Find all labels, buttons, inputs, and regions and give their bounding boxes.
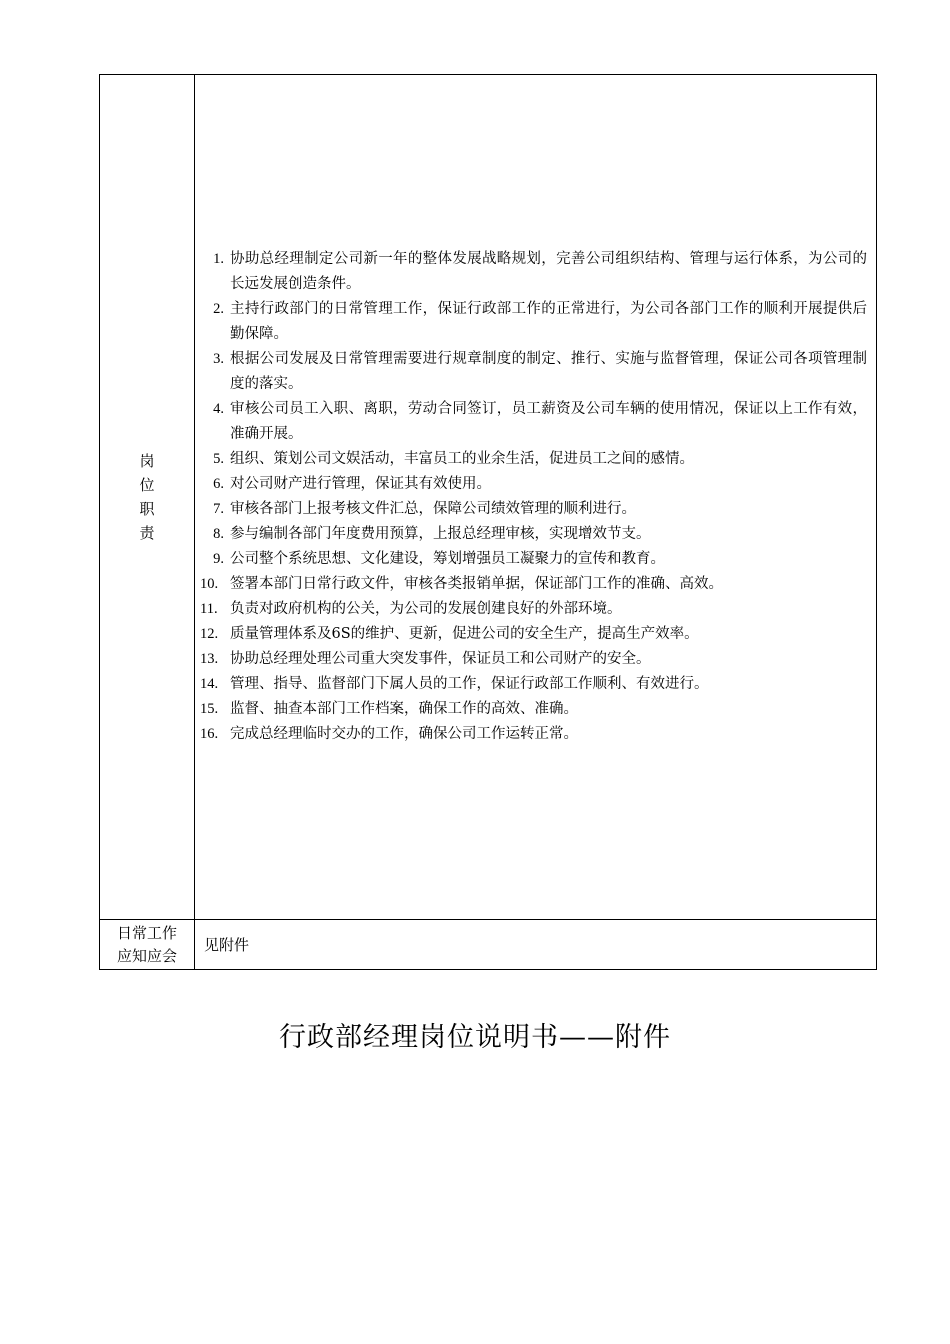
knowledge-label-line: 日常工作: [116, 923, 177, 942]
appendix-title: 行政部经理岗位说明书——附件: [279, 1022, 671, 1053]
duty-item: [200, 522, 867, 547]
duty-text: 对公司财产进行管理，保证其有效使用。: [230, 476, 491, 492]
duty-number: 11.: [200, 601, 218, 617]
duty-number: 4.: [213, 401, 224, 417]
knowledge-value-cell: 见附件: [195, 920, 877, 970]
duty-item: [200, 597, 867, 622]
duty-text: 审核各部门上报考核文件汇总，保障公司绩效管理的顺利进行。: [230, 501, 636, 517]
duty-item: [200, 547, 867, 572]
duties-label-cell: [100, 75, 195, 920]
duty-item: [200, 397, 867, 447]
duty-number: 8.: [213, 526, 224, 542]
duties-label-char: 岗: [139, 452, 155, 470]
duty-text: 管理、指导、监督部门下属人员的工作，保证行政部工作顺利、有效进行。: [230, 676, 709, 692]
duty-text: 协助总经理制定公司新一年的整体发展战略规划，完善公司组织结构、管理与运行体系，为公司的长远发展创造条件。: [230, 251, 867, 292]
duty-text: 协助总经理处理公司重大突发事件，保证员工和公司财产的安全。: [230, 651, 651, 667]
duty-item: [200, 447, 867, 472]
duty-item: [200, 497, 867, 522]
duties-label-char: 责: [139, 524, 155, 542]
duty-item: [200, 697, 867, 722]
duty-number: 2.: [213, 301, 224, 317]
duty-number: 7.: [213, 501, 224, 517]
duty-item: [200, 297, 867, 347]
knowledge-label-line: 应知应会: [116, 946, 177, 965]
duty-number: 5.: [213, 451, 224, 467]
knowledge-row: [100, 920, 877, 970]
duty-item: [200, 672, 867, 697]
duty-number: 3.: [213, 351, 224, 367]
duties-label-char: 位: [139, 476, 155, 494]
duty-text: 负责对政府机构的公关，为公司的发展创建良好的外部环境。: [230, 601, 622, 617]
duties-row: [100, 75, 877, 920]
duty-text: 根据公司发展及日常管理需要进行规章制度的制定、推行、实施与监督管理，保证公司各项管理制度的落实。: [230, 351, 867, 392]
duty-text: 主持行政部门的日常管理工作，保证行政部工作的正常进行，为公司各部门工作的顺利开展提供后勤保障。: [230, 301, 867, 342]
knowledge-label-cell: [100, 920, 195, 970]
duties-content-cell: [195, 75, 877, 920]
duty-number: 14.: [200, 676, 219, 692]
duty-text: 质量管理体系及6S的维护、更新，促进公司的安全生产，提高生产效率。: [230, 626, 699, 642]
duty-number: 15.: [200, 701, 219, 717]
duty-text: 监督、抽查本部门工作档案，确保工作的高效、准确。: [230, 701, 578, 717]
duty-item: [200, 622, 867, 647]
duty-text: 参与编制各部门年度费用预算，上报总经理审核，实现增效节支。: [230, 526, 651, 542]
duty-number: 10.: [200, 576, 219, 592]
duty-number: 1.: [213, 251, 224, 267]
duty-text: 公司整个系统思想、文化建设，筹划增强员工凝聚力的宣传和教育。: [230, 551, 665, 567]
duty-number: 9.: [213, 551, 224, 567]
duty-number: 6.: [213, 476, 224, 492]
duty-text: 完成总经理临时交办的工作，确保公司工作运转正常。: [230, 726, 578, 742]
duty-number: 16.: [200, 726, 219, 742]
duty-item: [200, 647, 867, 672]
duty-item: [200, 472, 867, 497]
duty-item: [200, 722, 867, 747]
duty-item: [200, 572, 867, 597]
duty-text: 审核公司员工入职、离职，劳动合同签订，员工薪资及公司车辆的使用情况，保证以上工作有效，准确开展。: [230, 401, 867, 442]
duties-list: [195, 247, 876, 747]
duty-number: 13.: [200, 651, 219, 667]
job-description-table: [99, 74, 877, 970]
duty-item: [200, 247, 867, 297]
duty-text: 签署本部门日常行政文件，审核各类报销单据，保证部门工作的准确、高效。: [230, 576, 723, 592]
duty-item: [200, 347, 867, 397]
duty-text: 组织、策划公司文娱活动，丰富员工的业余生活，促进员工之间的感情。: [230, 451, 694, 467]
duty-number: 12.: [200, 626, 219, 642]
duties-label-char: 职: [139, 500, 155, 518]
